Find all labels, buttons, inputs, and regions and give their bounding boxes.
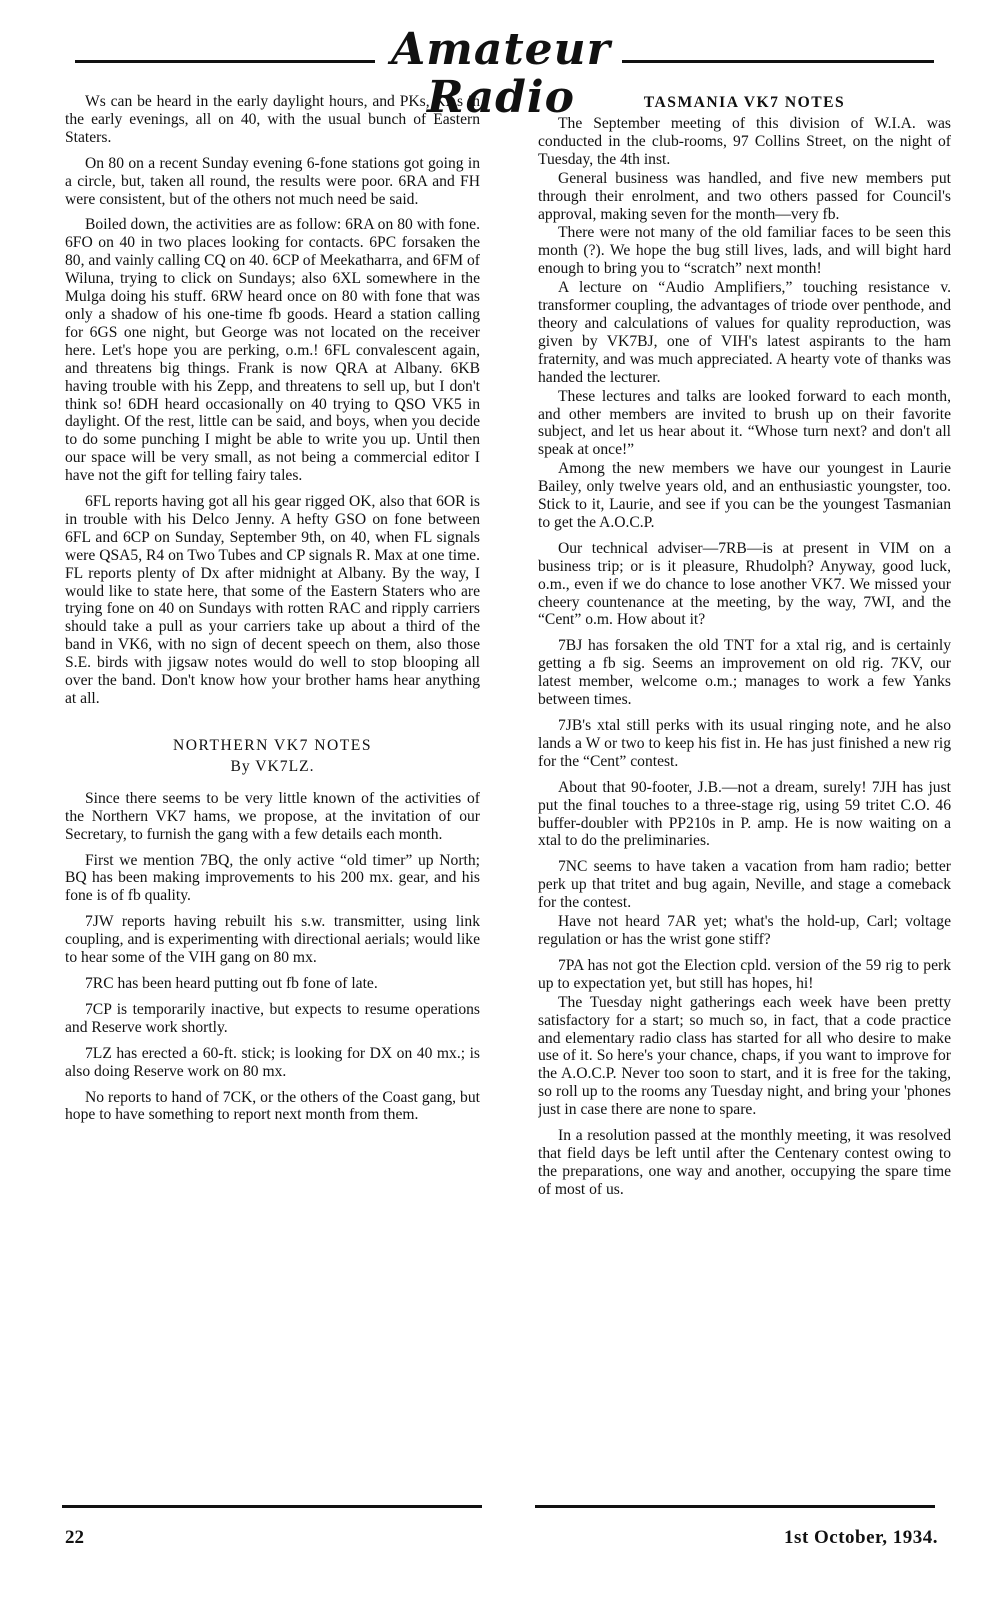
left-column	[65, 93, 480, 1503]
section-byline: By VK7LZ.	[230, 757, 315, 775]
paragraph: In a resolution passed at the monthly meeting, it was resolved that field days be left until after the Centenary contest owing to the preparations, one way and another, occupying the spare time of most of us.	[538, 1127, 951, 1198]
paragraph: General business was handled, and five new members put through their enrolment, and two others passed for Council's approval, making seven for the month—very fb.	[538, 169, 951, 223]
paragraph: These lectures and talks are looked forward to each month, and other members are invited to brush up on their favorite subject, and let us hear about it. “Whose turn next? and don't all speak at once!”	[538, 387, 951, 459]
section-heading-tasmania: TASMANIA VK7 NOTES	[643, 94, 846, 111]
paragraph: The Tuesday night gatherings each week have been pretty satisfactory for a start; so much so, in fact, that a code practice and elementary radio class has started for all who desire to make use of it. So here's your chance, chaps, if you want to improve for the A.O.C.P. Never too soon to start, and it is free for the taking, so roll up to the rooms any Tuesday night, and bring your 'phones just in case there are none to spare.	[538, 993, 951, 1119]
paragraph: On 80 on a recent Sunday evening 6-fone stations got going in a circle, but, taken all round, the results were poor. 6RA and FH were consistent, but of the others not much need be said.	[65, 154, 480, 208]
paragraph: 6FL reports having got all his gear rigged OK, also that 6OR is in trouble with his Delco Jenny. A hefty GSO on fone between 6FL and 6CP on Sunday, September 9th, on 40, when FL signals were QSA5, R4 on Two Tubes and CP signals R. Max at one time. FL reports plenty of Dx after midnight at Albany. By the way, I would like to state here, that some of the Eastern Staters who are trying fone on 40 on Sundays with rotten RAC and ripply carriers should take a pull as your carriers take up about a third of the band in VK6, with no sign of decent speech on them, also those S.E. birds with jigsaw notes would do well to stop blooping all over the band. Don't know how your brother hams hear anything at all.	[65, 493, 480, 707]
paragraph: There were not many of the old familiar faces to be seen this month (?). We hope the bug still lives, lads, and will bight hard enough to bring you to “scratch” next month!	[538, 224, 951, 278]
right-column	[538, 93, 951, 1503]
masthead-rule-left	[75, 60, 375, 63]
paragraph: A lecture on “Audio Amplifiers,” touching resistance v. transformer coupling, the advantages of triode over penthode, and theory and calculations of values for quality reproduction, was given by VK7BJ, one of VIH's latest aspirants to the ham fraternity, and was much appreciated. A hearty vote of thanks was handed the lecturer.	[538, 279, 951, 386]
paragraph: No reports to hand of 7CK, or the others of the Coast gang, but hope to have something to report next month from them.	[65, 1088, 480, 1124]
issue-date: 1st October, 1934.	[784, 1527, 938, 1548]
paragraph: Ws can be heard in the early daylight hours, and PKs, KAs in the early evenings, all on 40, with the usual bunch of Eastern Staters.	[65, 93, 480, 146]
paragraph: 7NC seems to have taken a vacation from ham radio; better perk up that tritet and bug again, Neville, and stage a comeback for the contest.	[538, 858, 951, 912]
paragraph: 7JB's xtal still perks with its usual ringing note, and he also lands a W or two to keep his fist in. He has just finished a new rig for the “Cent” contest.	[538, 717, 951, 770]
paragraph: 7CP is temporarily inactive, but expects to resume operations and Reserve work shortly.	[65, 1000, 480, 1036]
masthead-rule-right	[622, 60, 934, 63]
footer-rule-right	[535, 1505, 935, 1508]
masthead-title: Amateur Radio	[391, 24, 611, 123]
paragraph: 7JW reports having rebuilt his s.w. transmitter, using link coupling, and is experimenting with directional aerials; would like to hear some of the VIH gang on 80 mx.	[65, 913, 480, 967]
paragraph: Have not heard 7AR yet; what's the hold-up, Carl; voltage regulation or has the wrist gone stiff?	[538, 913, 951, 948]
page-footer	[0, 1505, 1000, 1601]
paragraph: The September meeting of this division of W.I.A. was conducted in the club-rooms, 97 Collins Street, on the night of Tuesday, the 4th inst.	[538, 115, 951, 168]
footer-rule-left	[62, 1505, 482, 1508]
paragraph: 7BJ has forsaken the old TNT for a xtal rig, and is certainly getting a fb sig. Seems an improvement on old rig. 7KV, our latest member, welcome o.m.; manages to work a few Yanks between times.	[538, 637, 951, 709]
paragraph: 7PA has not got the Election cpld. version of the 59 rig to perk up to expectation yet, but still has hopes, hi!	[538, 956, 951, 992]
section-heading-northern: NORTHERN VK7 NOTES	[172, 736, 373, 754]
paragraph: About that 90-footer, J.B.—not a dream, surely! 7JH has just put the final touches to a three-stage rig, using 59 tritet C.O. 46 buffer-doubler with PP210s in P. amp. He is now waiting on a xtal to do the preliminaries.	[538, 778, 951, 850]
paragraph: First we mention 7BQ, the only active “old timer” up North; BQ has been making improvements to his 200 mx. gear, and his fone is of fb quality.	[65, 851, 480, 905]
page-number: 22	[65, 1527, 84, 1548]
paragraph: 7RC has been heard putting out fb fone of late.	[85, 974, 378, 992]
paragraph: Boiled down, the activities are as follow: 6RA on 80 with fone. 6FO on 40 in two places looking for contacts. 6PC forsaken the 80, and vainly calling CQ on 40. 6CP of Meekatharra, and 6FM of Wiluna, trying to click on Sundays; also 6XL somewhere in the Mulga doing his stuff. 6RW heard once on 80 with fone that was only a shadow of his one-time fb goods. Heard a station calling for 6GS one night, but George was not located on the receiver here. Let's hope you are perking, o.m.! 6FL convalescent again, and threatens big things. Frank is now QRA at Albany. 6KB having trouble with his Zepp, and threatens to sell up, but I don't think so! 6DH heard occasionally on 40 trying to QSO VK5 in daylight. Of the rest, little can be said, and boys, when you decide to do some punching I might be able to write you up. Until then our space will be very small, as not being a commercial editor I have not the gift for telling fairy tales.	[65, 216, 480, 485]
paragraph: Among the new members we have our youngest in Laurie Bailey, only twelve years old, and an enthusiastic youngster, too. Stick to it, Laurie, and see if you can be the youngest Tasmanian to get the A.O.C.P.	[538, 460, 951, 531]
paragraph: 7LZ has erected a 60-ft. stick; is looking for DX on 40 mx.; is also doing Reserve work on 80 mx.	[65, 1044, 480, 1080]
paragraph: Our technical adviser—7RB—is at present in VIM on a business trip; or is it pleasure, Rhudolph? Anyway, good luck, o.m., even if we do chance to lose another VK7. We missed your cheery countenance at the meeting, by the way, 7WI, and the “Cent” o.m. How about it?	[538, 539, 951, 629]
paragraph: Since there seems to be very little known of the activities of the Northern VK7 hams, we propose, at the invitation of our Secretary, to furnish the gang with a few details each month.	[65, 789, 480, 843]
